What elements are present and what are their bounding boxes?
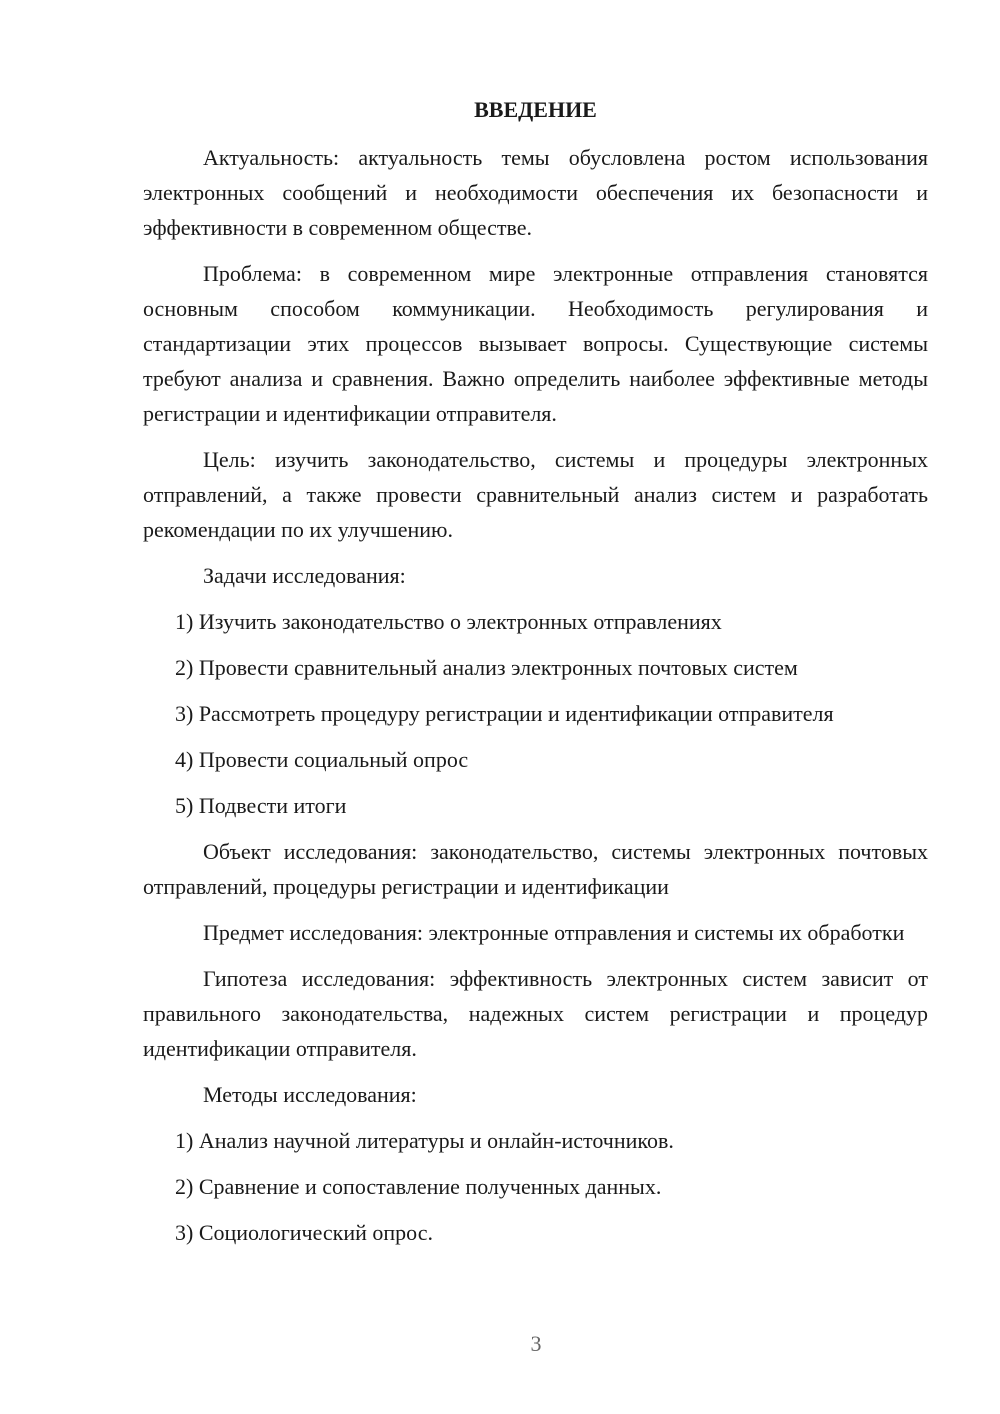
hypothesis-paragraph: Гипотеза исследования: эффективность электронных систем зависит от правильного законодательства, надежных систем регистрации и процедур идентификации отправителя. [143,966,928,1061]
list-item: 2) Сравнение и сопоставление полученных данных. [175,1174,662,1199]
methods-heading: Методы исследования: [203,1082,417,1107]
list-item: 4) Провести социальный опрос [175,747,469,772]
list-item: 2) Провести сравнительный анализ электронных почтовых систем [175,655,798,680]
tasks-list [143,604,928,823]
list-item: 1) Изучить законодательство о электронных отправлениях [175,609,722,634]
problem-paragraph: Проблема: в современном мире электронные отправления становятся основным способом коммуникации. Необходимость регулирования и стандартизации этих процессов вызывает вопросы. Существующие системы требуют анализа и сравнения. Важно определить наиболее эффективные методы регистрации и идентификации отправителя. [143,261,928,426]
tasks-heading: Задачи исследования: [203,563,406,588]
list-item: 3) Рассмотреть процедуру регистрации и идентификации отправителя [175,701,834,726]
object-paragraph: Объект исследования: законодательство, системы электронных почтовых отправлений, процедуры регистрации и идентификации [143,839,928,899]
methods-list [143,1123,928,1250]
relevance-paragraph: Актуальность: актуальность темы обусловлена ростом использования электронных сообщений и необходимости обеспечения их безопасности и эффективности в современном обществе. [143,145,928,240]
list-item: 5) Подвести итоги [175,793,347,818]
subject-paragraph: Предмет исследования: электронные отправления и системы их обработки [203,920,905,945]
document-body [143,92,928,1261]
list-item: 1) Анализ научной литературы и онлайн-источников. [175,1128,674,1153]
page-number: 3 [530,1331,542,1356]
page-title: ВВЕДЕНИЕ [474,97,597,122]
goal-paragraph: Цель: изучить законодательство, системы и процедуры электронных отправлений, а также провести сравнительный анализ систем и разработать рекомендации по их улучшению. [143,447,928,542]
list-item: 3) Социологический опрос. [175,1220,433,1245]
